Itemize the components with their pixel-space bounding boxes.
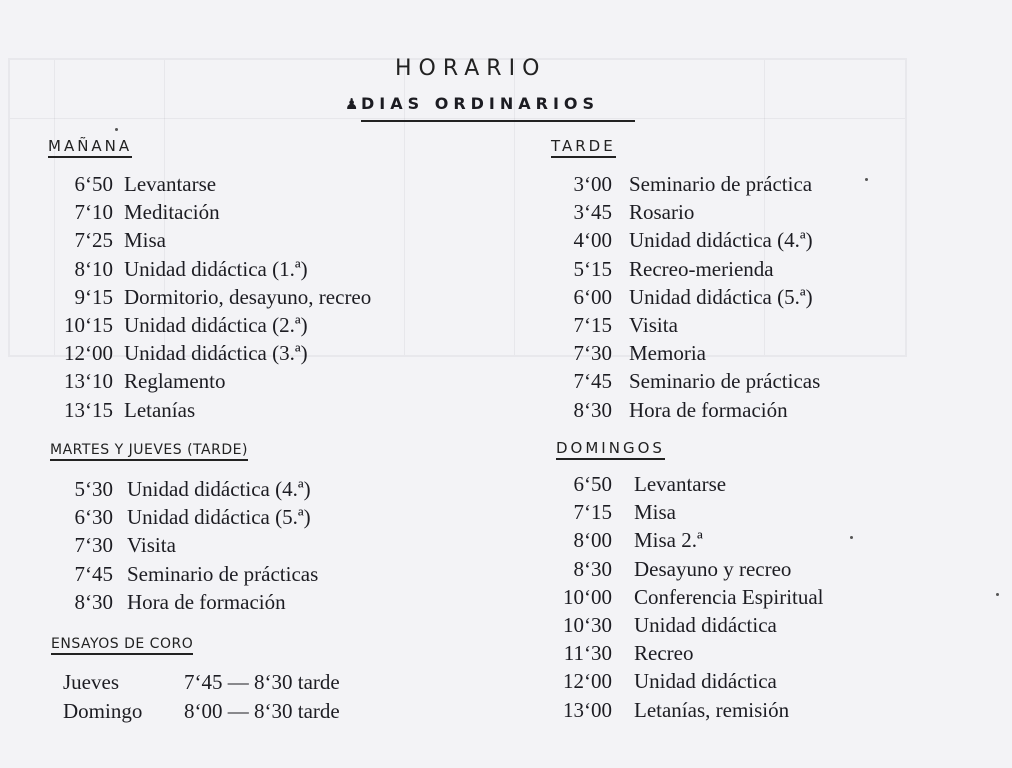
schedule-row — [0, 255, 1000, 283]
subtitle-mark-icon: ♟ — [345, 95, 359, 113]
schedule-activity: Unidad didáctica (5.ª) — [629, 284, 813, 309]
schedule-time: 11‘30 — [563, 641, 612, 666]
schedule-activity: Unidad didáctica (4.ª) — [629, 228, 813, 253]
schedule-activity: Unidad didáctica (4.ª) — [127, 477, 311, 501]
subtitle-underline — [361, 120, 635, 122]
schedule-activity: Misa — [124, 228, 166, 253]
schedule-time: 10‘00 — [563, 584, 612, 609]
schedule-activity: Conferencia Espiritual — [634, 584, 824, 609]
schedule-row — [0, 283, 1000, 311]
schedule-time: 4‘00 — [573, 228, 612, 253]
schedule-activity: Unidad didáctica — [634, 613, 777, 637]
schedule-time: 13‘00 — [563, 697, 612, 722]
schedule-activity: Visita — [127, 533, 176, 558]
schedule-activity: Seminario de prácticas — [629, 369, 821, 394]
schedule-activity: Meditación — [124, 200, 220, 225]
schedule-row — [0, 667, 1000, 695]
tarde-heading: TARDE — [551, 137, 616, 158]
schedule-time: 7‘10 — [74, 200, 113, 225]
schedule-time: 3‘00 — [573, 172, 612, 196]
document-title: HORARIO — [395, 56, 547, 81]
schedule-row — [0, 367, 1000, 395]
schedule-row — [0, 696, 1000, 724]
ensayo-time-range: 8‘00 — 8‘30 tarde — [184, 698, 340, 723]
schedule-time: 6‘50 — [74, 172, 113, 196]
subtitle-text: DIAS ORDINARIOS — [361, 94, 600, 113]
schedule-time: 7‘15 — [573, 313, 612, 337]
schedule-time: 3‘45 — [573, 200, 612, 225]
schedule-activity: Recreo — [634, 641, 694, 666]
ensayo-day: Jueves — [63, 670, 119, 694]
schedule-time: 12‘00 — [563, 669, 612, 694]
schedule-time: 8‘10 — [74, 256, 113, 281]
schedule-time: 7‘30 — [573, 341, 612, 366]
domingos-heading: DOMINGOS — [556, 439, 665, 460]
schedule-time: 9‘15 — [74, 284, 113, 309]
schedule-activity: Unidad didáctica (2.ª) — [124, 313, 308, 337]
paper-speck — [865, 178, 868, 181]
schedule-time: 10‘15 — [64, 313, 113, 337]
schedule-time: 7‘25 — [74, 228, 113, 253]
schedule-row — [0, 170, 1000, 198]
schedule-time: 8‘30 — [74, 589, 113, 614]
schedule-time: 6‘50 — [573, 472, 612, 496]
schedule-activity: Unidad didáctica (1.ª) — [124, 256, 308, 281]
schedule-activity: Letanías — [124, 397, 196, 422]
schedule-activity: Letanías, remisión — [634, 697, 790, 722]
schedule-activity: Levantarse — [634, 472, 727, 496]
schedule-activity: Visita — [629, 313, 678, 337]
schedule-row — [0, 583, 1000, 611]
ensayos-heading: ENSAYOS DE CORO — [51, 636, 193, 655]
schedule-time: 6‘30 — [74, 505, 113, 530]
schedule-activity: Misa — [634, 500, 676, 525]
schedule-time: 13‘10 — [64, 369, 113, 394]
schedule-activity: Misa 2.ª — [634, 528, 703, 553]
ensayo-day: Domingo — [63, 698, 143, 723]
schedule-time: 6‘00 — [573, 284, 612, 309]
schedule-activity: Seminario de práctica — [629, 172, 813, 196]
ensayo-time-range: 7‘45 — 8‘30 tarde — [184, 670, 340, 694]
schedule-row — [0, 198, 1000, 226]
schedule-activity: Levantarse — [124, 172, 217, 196]
schedule-time: 10‘30 — [563, 613, 612, 637]
martes-jueves-heading: MARTES Y JUEVES (TARDE) — [50, 442, 248, 461]
schedule-activity: Hora de formación — [629, 397, 788, 422]
schedule-time: 5‘30 — [74, 477, 113, 501]
schedule-activity: Hora de formación — [127, 589, 286, 614]
schedule-row — [0, 311, 1000, 339]
schedule-time: 8‘00 — [573, 528, 612, 553]
schedule-row — [0, 639, 1000, 667]
schedule-row — [0, 339, 1000, 367]
schedule-row — [0, 526, 1000, 554]
schedule-activity: Unidad didáctica (5.ª) — [127, 505, 311, 530]
document-subtitle — [345, 94, 645, 124]
schedule-activity: Reglamento — [124, 369, 226, 394]
schedule-time: 7‘30 — [74, 533, 113, 558]
paper-speck — [115, 128, 118, 131]
manana-heading: MAÑANA — [48, 137, 132, 158]
schedule-time: 8‘30 — [573, 397, 612, 422]
schedule-activity: Unidad didáctica (3.ª) — [124, 341, 308, 366]
schedule-row — [0, 555, 1000, 583]
schedule-activity: Desayuno y recreo — [634, 556, 792, 581]
schedule-row — [0, 611, 1000, 639]
schedule-time: 7‘15 — [573, 500, 612, 525]
schedule-activity: Seminario de prácticas — [127, 561, 319, 586]
schedule-activity: Recreo-merienda — [629, 256, 774, 281]
schedule-activity: Dormitorio, desayuno, recreo — [124, 284, 372, 309]
schedule-activity: Memoria — [629, 341, 706, 366]
schedule-time: 8‘30 — [573, 556, 612, 581]
schedule-time: 13‘15 — [64, 397, 113, 422]
schedule-row — [0, 396, 1000, 424]
paper-speck — [996, 593, 999, 596]
paper-speck — [850, 536, 853, 539]
schedule-activity: Rosario — [629, 200, 695, 225]
schedule-time: 5‘15 — [573, 256, 612, 281]
schedule-row — [0, 226, 1000, 254]
schedule-row — [0, 498, 1000, 526]
schedule-row — [0, 470, 1000, 498]
schedule-activity: Unidad didáctica — [634, 669, 777, 694]
schedule-time: 12‘00 — [64, 341, 113, 366]
schedule-time: 7‘45 — [74, 561, 113, 586]
schedule-time: 7‘45 — [573, 369, 612, 394]
